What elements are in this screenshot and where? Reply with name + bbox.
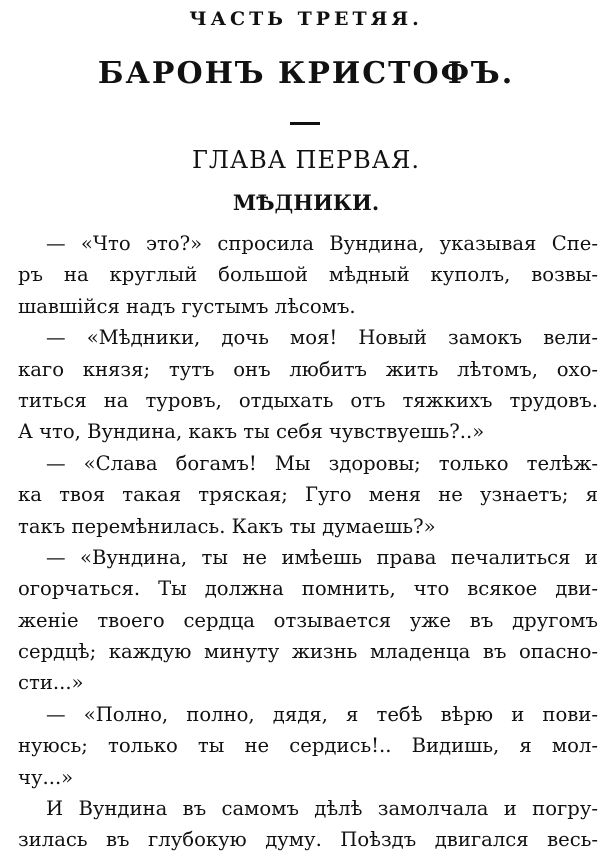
part-title: ЧАСТЬ ТРЕТЯЯ. — [189, 8, 423, 30]
body-text — [18, 228, 598, 856]
text-line: нуюсь; только ты не сердись!.. Видишь, я мол- — [18, 734, 598, 758]
text-line: такъ перемѣнилась. Какъ ты думаешь?» — [18, 514, 436, 538]
text-line: А что, Вундина, какъ ты себя чувствуешь?..» — [18, 420, 485, 444]
chapter-subtitle: МѢДНИКИ. — [232, 190, 380, 215]
text-line: сердцѣ; каждую минуту жизнь младенца въ опасно- — [18, 640, 598, 664]
text-line: каго князя; тутъ онъ любитъ жить лѣтомъ, охо- — [18, 357, 598, 381]
chapter-title: ГЛАВА ПЕРВАЯ. — [192, 146, 420, 174]
text-line: — «Полно, полно, дядя, я тебѣ вѣрю и пови- — [46, 702, 598, 726]
text-line: шавшійся надъ густымъ лѣсомъ. — [18, 294, 356, 318]
text-line: — «Мѣдники, дочь моя! Новый замокъ вели- — [46, 326, 598, 350]
text-line: — «Вундина, ты не имѣешь права печалиться и — [46, 545, 598, 569]
text-line: огорчаться. Ты должна помнить, что всякое дви- — [18, 577, 598, 601]
text-line: чу...» — [18, 765, 74, 789]
text-line: — «Что это?» спросила Вундина, указывая Спе- — [46, 232, 598, 255]
book-title: БАРОНЪ КРИСТОФЪ. — [97, 56, 515, 91]
text-line: ка твоя такая тряская; Гуго меня не узнаетъ; я — [18, 483, 598, 507]
title-separator — [290, 122, 320, 125]
text-line: — «Слава богамъ! Мы здоровы; только телѣж- — [46, 451, 598, 475]
text-line: зилась въ глубокую думу. Поѣздъ двигался весь- — [18, 828, 598, 852]
text-line: ръ на круглый большой мѣдный куполъ, возвы- — [18, 263, 598, 287]
text-line: женіе твоего сердца отзывается уже въ другомъ — [18, 608, 598, 632]
text-line: сти...» — [18, 671, 84, 695]
text-line: И Вундина въ самомъ дѣлѣ замолчала и погру- — [46, 797, 598, 821]
text-line: титься на туровъ, отдыхать отъ тяжкихъ трудовъ. — [18, 388, 598, 412]
